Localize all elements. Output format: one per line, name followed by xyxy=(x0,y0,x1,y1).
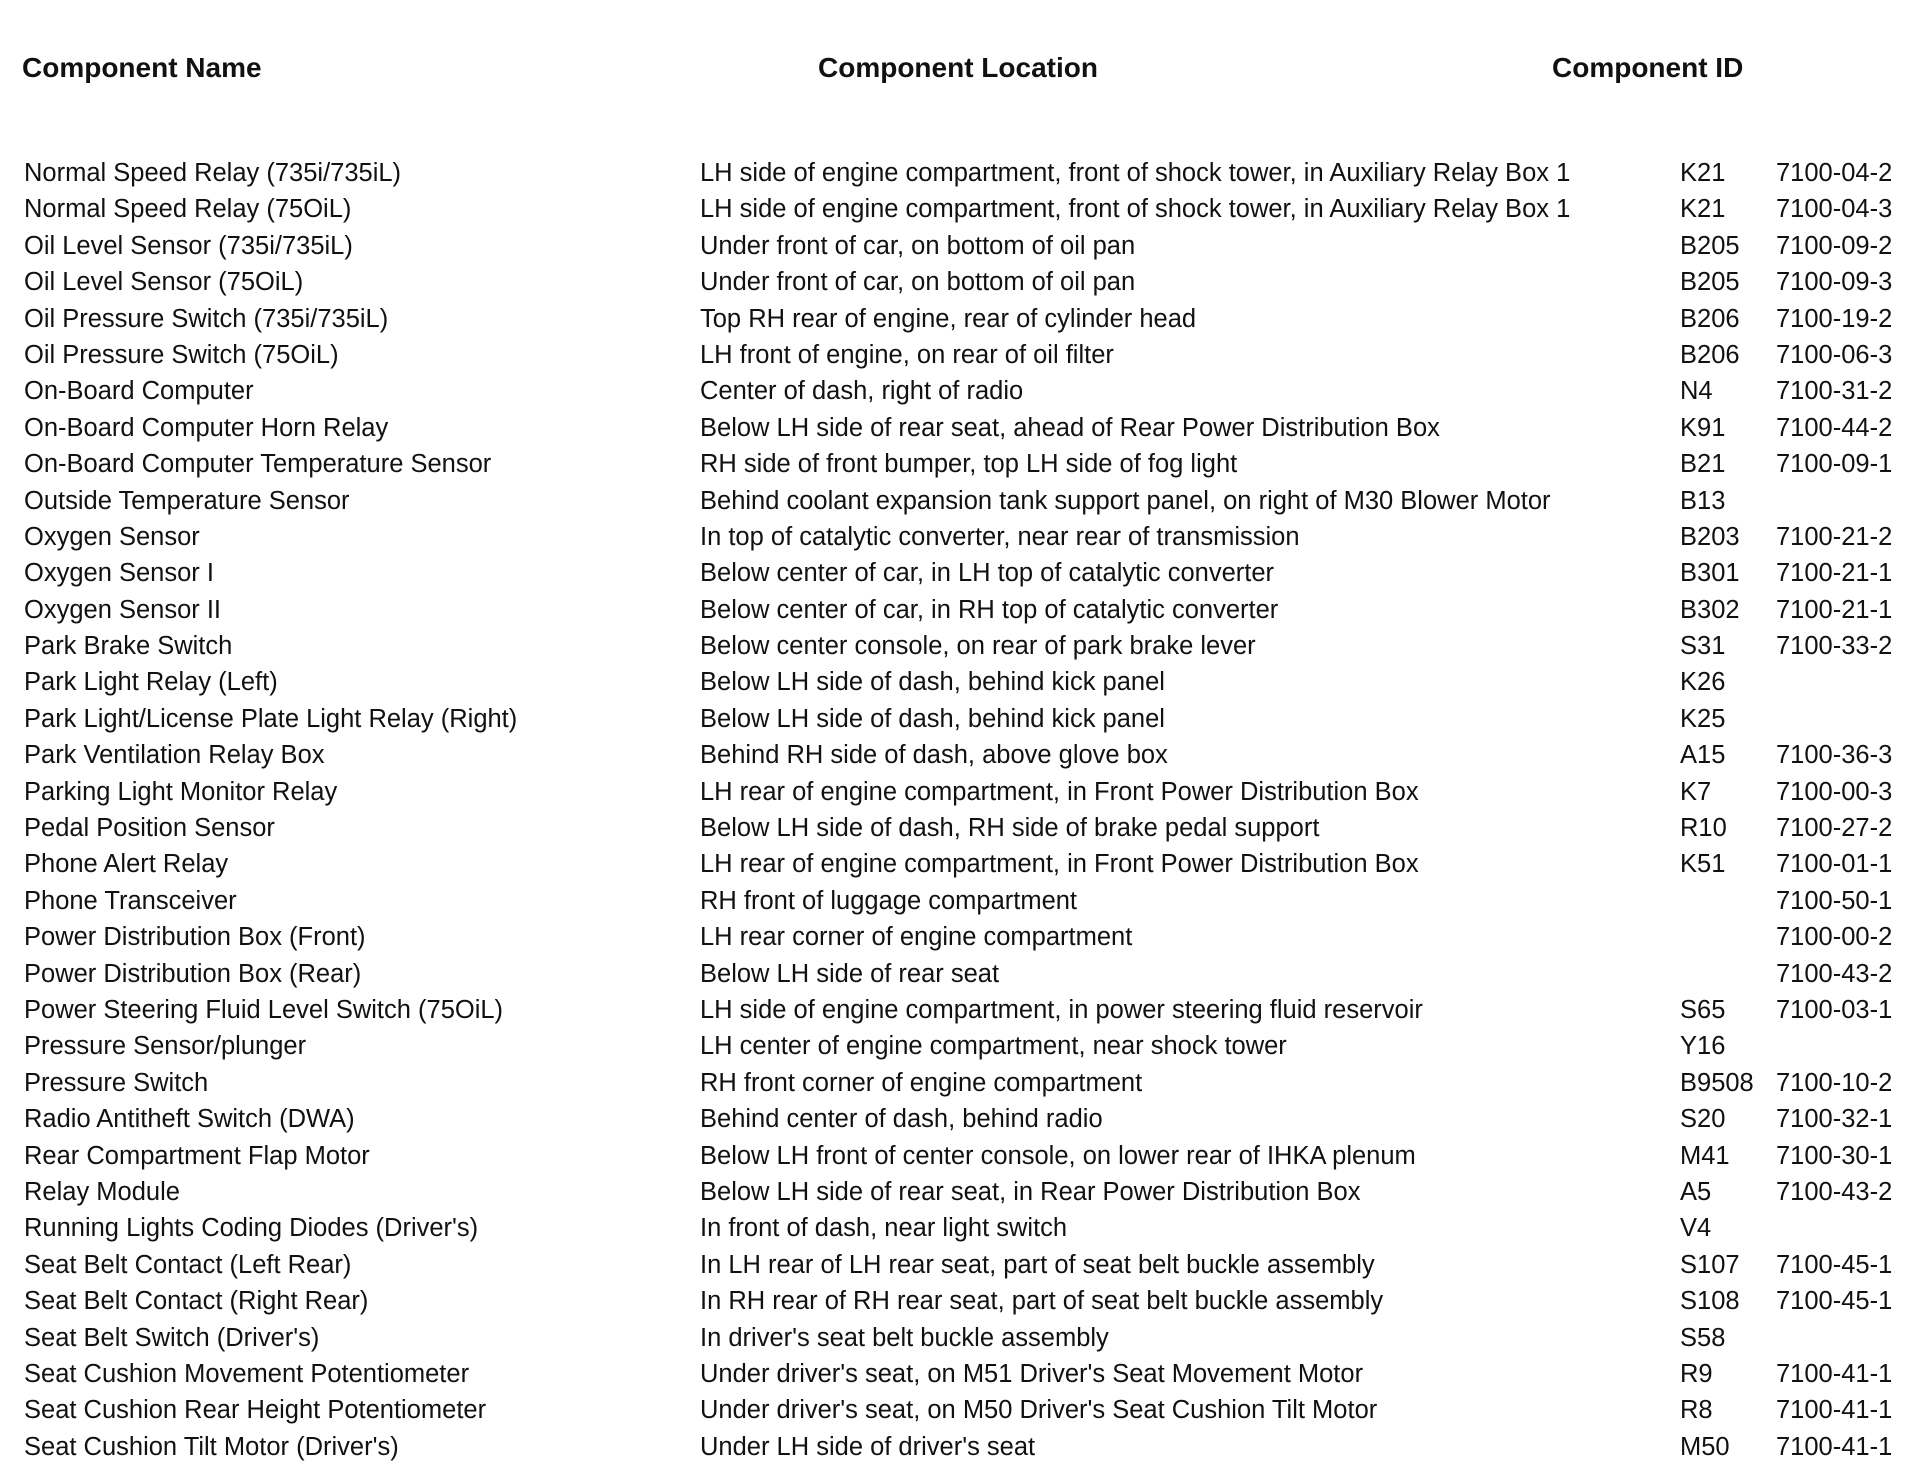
component-location-cell: Below LH side of dash, RH side of brake pedal support xyxy=(700,814,1320,843)
component-location-cell: Under driver's seat, on M51 Driver's Seat Movement Motor xyxy=(700,1359,1364,1388)
component-id-cell: A5 xyxy=(1680,1177,1712,1206)
component-ref-cell: 7100-00-2 xyxy=(1776,923,1893,952)
table-row xyxy=(0,373,1924,409)
table-row xyxy=(0,846,1924,882)
component-location-cell: Under driver's seat, on M50 Driver's Seat Cushion Tilt Motor xyxy=(700,1396,1378,1425)
component-ref-cell: 7100-21-1 xyxy=(1776,559,1893,588)
table-row xyxy=(0,1138,1924,1174)
component-ref-cell: 7100-21-2 xyxy=(1776,522,1893,551)
table-row xyxy=(0,919,1924,955)
table-header xyxy=(0,52,1924,92)
component-location-cell: LH rear of engine compartment, in Front Power Distribution Box xyxy=(700,850,1419,879)
component-ref-cell: 7100-41-1 xyxy=(1776,1432,1893,1461)
component-ref-cell: 7100-10-2 xyxy=(1776,1068,1893,1097)
component-id-cell: K21 xyxy=(1680,159,1726,187)
component-location-cell: Below LH side of rear seat, in Rear Power Distribution Box xyxy=(700,1177,1361,1206)
table-row xyxy=(0,301,1924,337)
table-row xyxy=(0,1028,1924,1064)
component-location-cell: Behind center of dash, behind radio xyxy=(700,1105,1103,1134)
component-id-cell: K7 xyxy=(1680,777,1712,806)
table-row xyxy=(0,774,1924,810)
table-row xyxy=(0,483,1924,519)
component-id-cell: S58 xyxy=(1680,1323,1726,1352)
component-name-cell: Relay Module xyxy=(24,1177,180,1206)
component-id-cell: V4 xyxy=(1680,1214,1712,1243)
table-row xyxy=(0,1101,1924,1137)
component-name-cell: Seat Belt Contact (Right Rear) xyxy=(24,1287,369,1316)
component-id-cell: B206 xyxy=(1680,304,1740,333)
component-location-cell: Below center of car, in RH top of catalytic converter xyxy=(700,595,1279,624)
table-row xyxy=(0,810,1924,846)
component-name-cell: Power Distribution Box (Front) xyxy=(24,923,366,952)
component-name-cell: On-Board Computer Temperature Sensor xyxy=(24,450,492,479)
component-id-cell: M41 xyxy=(1680,1141,1730,1170)
component-location-cell: In RH rear of RH rear seat, part of seat belt buckle assembly xyxy=(700,1287,1384,1316)
table-row xyxy=(0,956,1924,992)
component-ref-cell: 7100-09-1 xyxy=(1776,450,1893,479)
table-row xyxy=(0,1210,1924,1246)
component-location-cell: Below LH side of rear seat, ahead of Rear Power Distribution Box xyxy=(700,413,1440,442)
component-location-cell: LH rear of engine compartment, in Front Power Distribution Box xyxy=(700,777,1419,806)
component-ref-cell: 7100-45-1 xyxy=(1776,1250,1893,1279)
component-name-cell: Phone Transceiver xyxy=(24,886,237,915)
component-name-cell: Park Brake Switch xyxy=(24,632,233,661)
component-name-cell: Seat Cushion Rear Height Potentiometer xyxy=(24,1396,487,1425)
component-name-cell: Pressure Sensor/plunger xyxy=(24,1032,307,1061)
component-location-cell: In front of dash, near light switch xyxy=(700,1214,1068,1243)
component-id-cell: S107 xyxy=(1680,1250,1740,1279)
table-row xyxy=(0,1320,1924,1356)
component-ref-cell: 7100-04-3 xyxy=(1776,195,1893,224)
component-location-cell: Below center console, on rear of park brake lever xyxy=(700,632,1256,661)
component-location-cell: Top RH rear of engine, rear of cylinder head xyxy=(700,304,1197,333)
component-name-cell: Normal Speed Relay (75OiL) xyxy=(24,195,352,224)
component-name-cell: On-Board Computer Horn Relay xyxy=(24,413,389,442)
table-row xyxy=(0,191,1924,227)
component-id-cell: B13 xyxy=(1680,486,1726,515)
component-ref-cell: 7100-30-1 xyxy=(1776,1141,1893,1170)
component-name-cell: Power Steering Fluid Level Switch (75OiL) xyxy=(24,995,504,1024)
component-ref-cell: 7100-01-1 xyxy=(1776,850,1893,879)
component-id-cell: S65 xyxy=(1680,995,1726,1024)
component-id-cell: A15 xyxy=(1680,741,1726,770)
component-location-cell: In driver's seat belt buckle assembly xyxy=(700,1323,1109,1352)
component-id-cell: R10 xyxy=(1680,814,1727,843)
component-ref-cell: 7100-27-2 xyxy=(1776,814,1893,843)
component-id-cell: B203 xyxy=(1680,522,1740,551)
component-location-cell: Under front of car, on bottom of oil pan xyxy=(700,268,1136,297)
component-id-cell: B205 xyxy=(1680,268,1740,297)
component-table xyxy=(0,155,1924,1465)
table-row xyxy=(0,628,1924,664)
table-row xyxy=(0,592,1924,628)
component-name-cell: Outside Temperature Sensor xyxy=(24,486,350,515)
component-location-cell: Under front of car, on bottom of oil pan xyxy=(700,231,1136,260)
component-name-cell: Park Light/License Plate Light Relay (Right) xyxy=(24,704,518,733)
table-row xyxy=(0,519,1924,555)
component-location-cell: Below LH side of dash, behind kick panel xyxy=(700,668,1165,697)
component-location-cell: Behind RH side of dash, above glove box xyxy=(700,741,1168,770)
component-id-cell: K21 xyxy=(1680,195,1726,224)
component-id-cell: B9508 xyxy=(1680,1068,1754,1097)
table-row xyxy=(0,1065,1924,1101)
component-name-cell: Pressure Switch xyxy=(24,1068,209,1097)
component-location-cell: Below LH side of dash, behind kick panel xyxy=(700,704,1165,733)
component-ref-cell: 7100-32-1 xyxy=(1776,1105,1893,1134)
component-location-cell: Center of dash, right of radio xyxy=(700,377,1024,406)
component-ref-cell: 7100-04-2 xyxy=(1776,159,1893,187)
component-name-cell: Seat Cushion Tilt Motor (Driver's) xyxy=(24,1432,399,1461)
component-name-cell: Oxygen Sensor II xyxy=(24,595,222,624)
component-ref-cell: 7100-50-1 xyxy=(1776,886,1893,915)
table-row xyxy=(0,228,1924,264)
component-ref-cell: 7100-43-2 xyxy=(1776,1177,1893,1206)
component-location-cell: Below center of car, in LH top of catalytic converter xyxy=(700,559,1275,588)
header-component-id: Component ID xyxy=(1552,52,1744,83)
component-name-cell: Oil Pressure Switch (75OiL) xyxy=(24,340,339,369)
component-location-cell: LH side of engine compartment, front of shock tower, in Auxiliary Relay Box 1 xyxy=(700,195,1571,224)
header-component-location: Component Location xyxy=(818,52,1098,83)
component-name-cell: Rear Compartment Flap Motor xyxy=(24,1141,370,1170)
component-name-cell: Park Light Relay (Left) xyxy=(24,668,278,697)
component-name-cell: Seat Belt Contact (Left Rear) xyxy=(24,1250,352,1279)
table-row xyxy=(0,410,1924,446)
table-row xyxy=(0,1247,1924,1283)
component-ref-cell: 7100-41-1 xyxy=(1776,1396,1893,1425)
component-name-cell: On-Board Computer xyxy=(24,377,254,406)
component-location-cell: RH front of luggage compartment xyxy=(700,886,1078,915)
component-id-cell: K91 xyxy=(1680,413,1726,442)
component-name-cell: Oil Pressure Switch (735i/735iL) xyxy=(24,304,389,333)
component-ref-cell: 7100-31-2 xyxy=(1776,377,1893,406)
component-id-cell: B21 xyxy=(1680,450,1726,479)
table-row xyxy=(0,555,1924,591)
component-name-cell: Oxygen Sensor xyxy=(24,522,200,551)
component-ref-cell: 7100-09-2 xyxy=(1776,231,1893,260)
component-location-cell: In LH rear of LH rear seat, part of seat belt buckle assembly xyxy=(700,1250,1375,1279)
component-ref-cell: 7100-33-2 xyxy=(1776,632,1893,661)
component-id-cell: K25 xyxy=(1680,704,1726,733)
component-id-cell: S20 xyxy=(1680,1105,1726,1134)
component-ref-cell: 7100-03-1 xyxy=(1776,995,1893,1024)
component-name-cell: Seat Cushion Movement Potentiometer xyxy=(24,1359,470,1388)
component-location-cell: Below LH side of rear seat xyxy=(700,959,1000,988)
component-id-cell: R8 xyxy=(1680,1396,1713,1425)
component-location-cell: Under LH side of driver's seat xyxy=(700,1432,1036,1461)
table-row xyxy=(0,337,1924,373)
component-name-cell: Oil Level Sensor (75OiL) xyxy=(24,268,304,297)
component-id-cell: R9 xyxy=(1680,1359,1713,1388)
component-ref-cell: 7100-00-3 xyxy=(1776,777,1893,806)
table-row xyxy=(0,664,1924,700)
component-id-cell: M50 xyxy=(1680,1432,1730,1461)
component-id-cell: K51 xyxy=(1680,850,1726,879)
component-name-cell: Parking Light Monitor Relay xyxy=(24,777,338,806)
component-location-cell: LH side of engine compartment, front of shock tower, in Auxiliary Relay Box 1 xyxy=(700,159,1571,187)
component-id-cell: B302 xyxy=(1680,595,1740,624)
table-row xyxy=(0,1356,1924,1392)
component-name-cell: Radio Antitheft Switch (DWA) xyxy=(24,1105,355,1134)
component-ref-cell: 7100-19-2 xyxy=(1776,304,1893,333)
component-location-cell: RH front corner of engine compartment xyxy=(700,1068,1143,1097)
component-location-cell: In top of catalytic converter, near rear of transmission xyxy=(700,522,1300,551)
table-row xyxy=(0,737,1924,773)
table-row xyxy=(0,264,1924,300)
component-name-cell: Oil Level Sensor (735i/735iL) xyxy=(24,231,353,260)
component-id-cell: B205 xyxy=(1680,231,1740,260)
table-row xyxy=(0,446,1924,482)
component-location-cell: LH center of engine compartment, near shock tower xyxy=(700,1032,1287,1061)
component-name-cell: Seat Belt Switch (Driver's) xyxy=(24,1323,320,1352)
component-name-cell: Phone Alert Relay xyxy=(24,850,229,879)
component-id-cell: S108 xyxy=(1680,1287,1740,1316)
component-ref-cell: 7100-45-1 xyxy=(1776,1287,1893,1316)
component-id-cell: N4 xyxy=(1680,377,1713,406)
table-row xyxy=(0,155,1924,191)
component-ref-cell: 7100-09-3 xyxy=(1776,268,1893,297)
component-location-cell: Below LH front of center console, on lower rear of IHKA plenum xyxy=(700,1141,1416,1170)
component-id-cell: S31 xyxy=(1680,632,1726,661)
table-row xyxy=(0,701,1924,737)
table-row xyxy=(0,992,1924,1028)
table-row xyxy=(0,1392,1924,1428)
table-row xyxy=(0,1174,1924,1210)
table-row xyxy=(0,883,1924,919)
component-name-cell: Normal Speed Relay (735i/735iL) xyxy=(24,159,402,187)
component-id-cell: Y16 xyxy=(1680,1032,1726,1061)
component-ref-cell: 7100-06-3 xyxy=(1776,340,1893,369)
component-ref-cell: 7100-21-1 xyxy=(1776,595,1893,624)
table-row xyxy=(0,1283,1924,1319)
component-ref-cell: 7100-44-2 xyxy=(1776,413,1893,442)
component-name-cell: Running Lights Coding Diodes (Driver's) xyxy=(24,1214,479,1243)
component-name-cell: Oxygen Sensor I xyxy=(24,559,214,588)
component-location-cell: Behind coolant expansion tank support panel, on right of M30 Blower Motor xyxy=(700,486,1551,515)
component-id-cell: B206 xyxy=(1680,340,1740,369)
component-id-cell: K26 xyxy=(1680,668,1726,697)
table-row xyxy=(0,1429,1924,1465)
component-ref-cell: 7100-43-2 xyxy=(1776,959,1893,988)
component-location-cell: LH rear corner of engine compartment xyxy=(700,923,1133,952)
component-location-cell: RH side of front bumper, top LH side of fog light xyxy=(700,450,1238,479)
component-ref-cell: 7100-41-1 xyxy=(1776,1359,1893,1388)
component-location-cell: LH front of engine, on rear of oil filter xyxy=(700,340,1114,369)
component-name-cell: Park Ventilation Relay Box xyxy=(24,741,325,770)
component-name-cell: Power Distribution Box (Rear) xyxy=(24,959,362,988)
component-location-cell: LH side of engine compartment, in power steering fluid reservoir xyxy=(700,995,1423,1024)
component-name-cell: Pedal Position Sensor xyxy=(24,814,275,843)
component-ref-cell: 7100-36-3 xyxy=(1776,741,1893,770)
header-component-name: Component Name xyxy=(22,52,262,83)
component-id-cell: B301 xyxy=(1680,559,1740,588)
